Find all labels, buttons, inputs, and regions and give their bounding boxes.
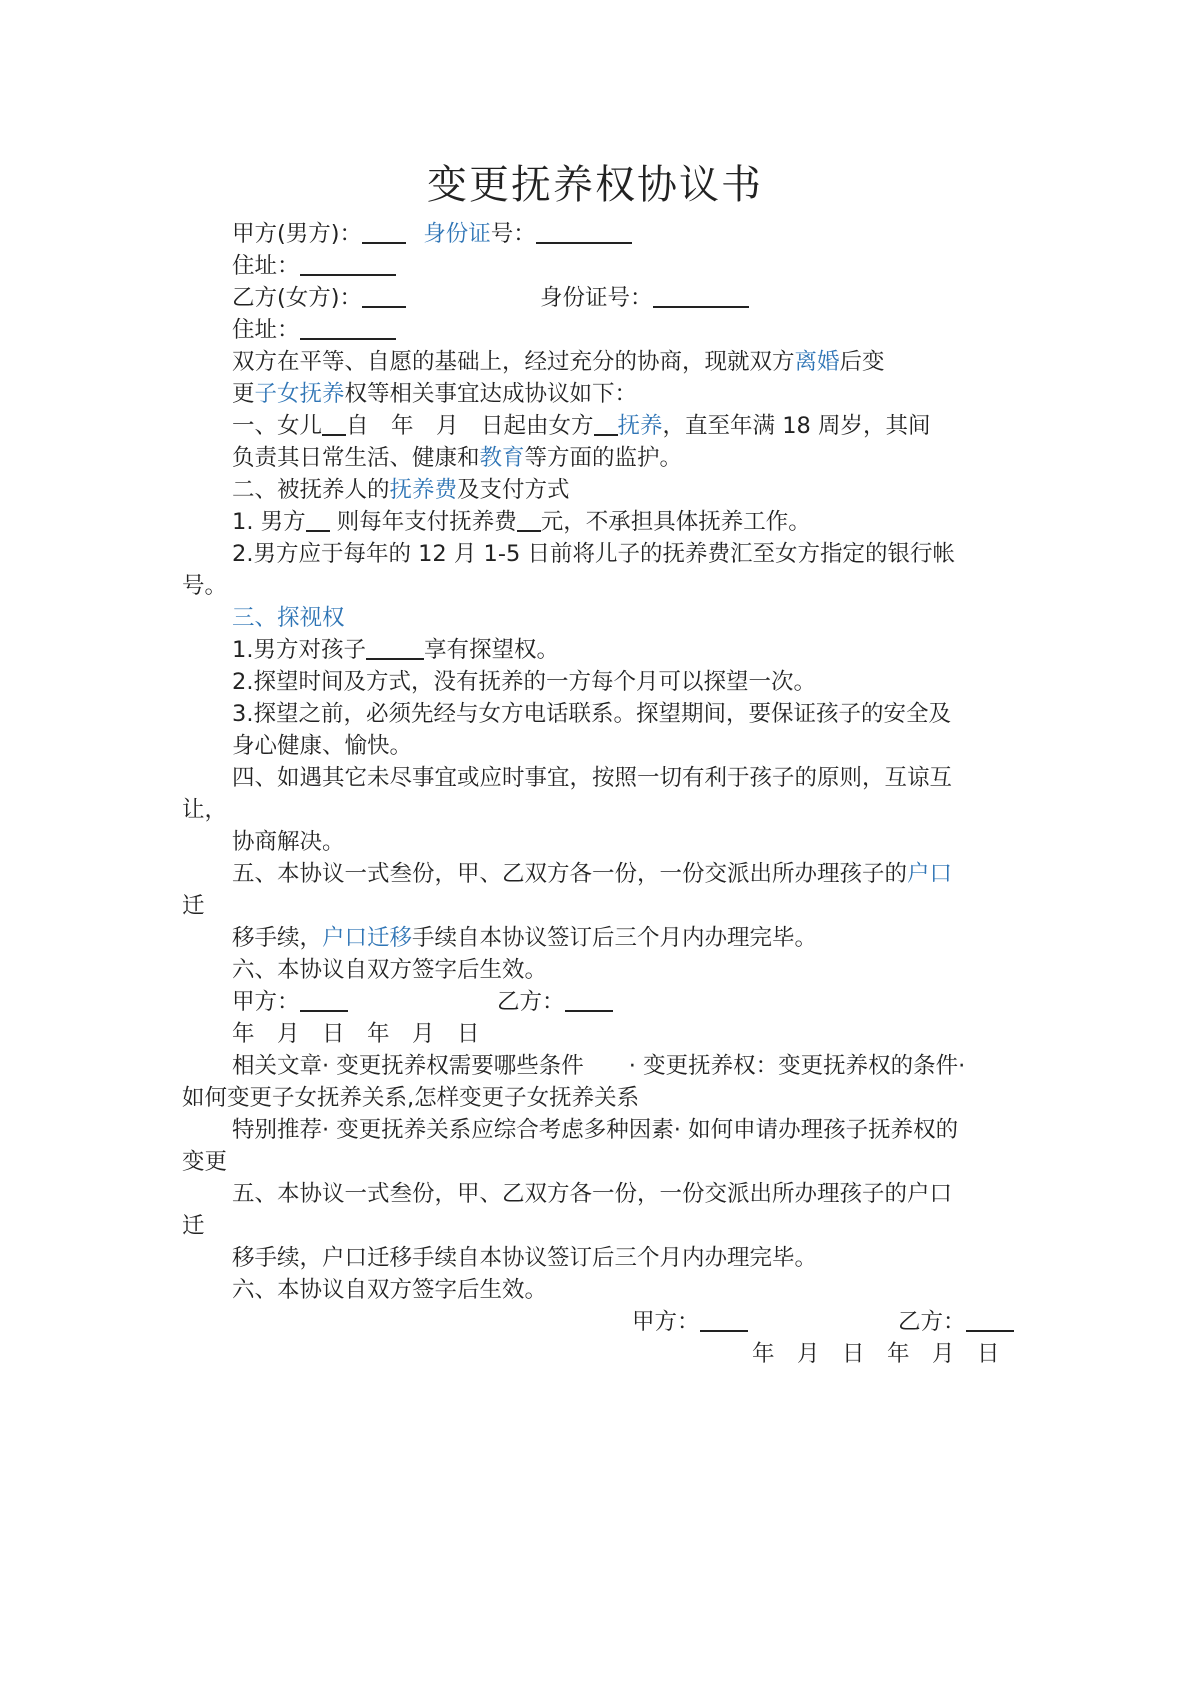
amount-blank bbox=[517, 508, 541, 532]
intro-line-2 bbox=[232, 379, 637, 409]
clause-5-repeat-line-2: 迁 bbox=[182, 1213, 205, 1239]
clause-3-item-3-cont: 身心健康、愉快。 bbox=[232, 733, 413, 759]
clause-2-item-2-cont: 号。 bbox=[182, 573, 228, 599]
recommended-line-1[interactable]: 特别推荐· 变更抚养关系应综合考虑多种因素· 如何申请办理孩子抚养权的 bbox=[232, 1117, 959, 1143]
party-b-id-label: 身份证号： bbox=[540, 285, 653, 311]
clause-2-item-2: 2.男方应于每年的 12 月 1-5 日前将儿子的抚养费汇至女方指定的银行帐 bbox=[232, 541, 955, 567]
clause-2-heading bbox=[232, 475, 570, 505]
sign2-b-blank bbox=[966, 1308, 1014, 1332]
clause-text: 二、被抚养人的 bbox=[232, 477, 390, 503]
document-title: 变更抚养权协议书 bbox=[427, 162, 763, 208]
intro-text: 双方在平等、自愿的基础上，经过充分的协商，现就双方 bbox=[232, 349, 795, 375]
party-b-id-line bbox=[540, 283, 749, 313]
sign-a-label: 甲方： bbox=[232, 989, 300, 1015]
clause-3-heading bbox=[232, 603, 345, 633]
clause-text: 元，不承担具体抚养工作。 bbox=[540, 509, 811, 535]
party-a-id-blank bbox=[536, 220, 632, 244]
clause-4-line-2: 让， bbox=[182, 797, 228, 823]
sign2-date-line: 年 月 日 年 月 日 bbox=[752, 1341, 1000, 1367]
divorce-link[interactable]: 离婚 bbox=[794, 349, 840, 375]
mother-blank bbox=[594, 412, 618, 436]
clause-text: 三、 bbox=[232, 605, 278, 631]
clause-text: 及支付方式 bbox=[457, 477, 570, 503]
household-transfer-link[interactable]: 户口迁移 bbox=[322, 925, 413, 951]
clause-text: 一、女儿 bbox=[232, 413, 323, 439]
clause-5-line-2: 迁 bbox=[182, 893, 205, 919]
clause-text: 享有探望权。 bbox=[423, 637, 559, 663]
household-registration-link[interactable]: 户口 bbox=[907, 861, 953, 887]
party-b-name-blank bbox=[362, 284, 406, 308]
sign-a-line bbox=[232, 987, 348, 1017]
clause-5-line-1 bbox=[232, 859, 952, 889]
intro-text: 权等相关事宜达成协议如下： bbox=[344, 381, 638, 407]
related-articles-line-2[interactable]: 如何变更子女抚养关系,怎样变更子女抚养关系 bbox=[182, 1085, 640, 1111]
clause-5-line-3 bbox=[232, 923, 817, 953]
sign2-a-label: 甲方： bbox=[632, 1309, 700, 1335]
daughter-blank bbox=[322, 412, 346, 436]
address-a-label: 住址： bbox=[232, 253, 300, 279]
sign2-b-line bbox=[898, 1307, 1014, 1337]
clause-3-item-1 bbox=[232, 635, 559, 665]
clause-5-repeat-line-1: 五、本协议一式叁份，甲、乙双方各一份，一份交派出所办理孩子的户口 bbox=[232, 1181, 953, 1207]
clause-1-line-1 bbox=[232, 411, 930, 441]
sign2-a-line bbox=[632, 1307, 748, 1337]
party-a-line bbox=[232, 219, 632, 249]
clause-text: 移手续， bbox=[232, 925, 323, 951]
clause-3-item-2: 2.探望时间及方式，没有抚养的一方每个月可以探望一次。 bbox=[232, 669, 816, 695]
sign-b-line bbox=[497, 987, 613, 1017]
clause-4-line-1: 四、如遇其它未尽事宜或应时事宜，按照一切有利于孩子的原则，互谅互 bbox=[232, 765, 953, 791]
clause-6: 六、本协议自双方签字后生效。 bbox=[232, 957, 548, 983]
address-a-blank bbox=[300, 252, 396, 276]
father-blank bbox=[306, 508, 330, 532]
clause-text: 1.男方对孩子 bbox=[232, 637, 366, 663]
intro-line-1 bbox=[232, 347, 885, 377]
support-fee-link[interactable]: 抚养费 bbox=[389, 477, 458, 503]
visitation-link[interactable]: 探视权 bbox=[277, 605, 345, 631]
clause-6-repeat: 六、本协议自双方签字后生效。 bbox=[232, 1277, 548, 1303]
clause-text: ，直至年满 18 周岁，其间 bbox=[662, 413, 931, 439]
clause-text: 等方面的监护。 bbox=[524, 445, 683, 471]
party-a-id-label: 号： bbox=[490, 221, 536, 247]
clause-4-line-3: 协商解决。 bbox=[232, 829, 345, 855]
sign2-b-label: 乙方： bbox=[898, 1309, 966, 1335]
address-b-line bbox=[232, 315, 396, 345]
clause-5-repeat-line-3: 移手续，户口迁移手续自本协议签订后三个月内办理完毕。 bbox=[232, 1245, 818, 1271]
clause-text: 五、本协议一式叁份，甲、乙双方各一份，一份交派出所办理孩子的 bbox=[232, 861, 908, 887]
clause-text: 自 年 月 日起由女方 bbox=[346, 413, 594, 439]
party-b-line bbox=[232, 283, 406, 313]
child-custody-link[interactable]: 子女抚养 bbox=[254, 381, 345, 407]
custody-link[interactable]: 抚养 bbox=[617, 413, 663, 439]
sign2-a-blank bbox=[700, 1308, 748, 1332]
sign-b-label: 乙方： bbox=[497, 989, 565, 1015]
sign-b-blank bbox=[565, 988, 613, 1012]
clause-text: 1. 男方 bbox=[232, 509, 306, 535]
party-a-label: 甲方(男方)： bbox=[232, 221, 363, 247]
recommended-line-2[interactable]: 变更 bbox=[182, 1149, 228, 1175]
party-b-label: 乙方(女方)： bbox=[232, 285, 363, 311]
clause-1-line-2 bbox=[232, 443, 682, 473]
address-a-line bbox=[232, 251, 396, 281]
related-articles-line-1[interactable]: 相关文章· 变更抚养权需要哪些条件 · 变更抚养权：变更抚养权的条件· bbox=[232, 1053, 966, 1079]
child-blank bbox=[366, 636, 424, 660]
education-link[interactable]: 教育 bbox=[479, 445, 525, 471]
intro-text: 后变 bbox=[839, 349, 885, 375]
address-b-label: 住址： bbox=[232, 317, 300, 343]
clause-text: 负责其日常生活、健康和 bbox=[232, 445, 480, 471]
sign-a-blank bbox=[300, 988, 348, 1012]
id-card-link[interactable]: 身份证 bbox=[423, 221, 491, 247]
clause-2-item-1 bbox=[232, 507, 811, 537]
clause-text: 手续自本协议签订后三个月内办理完毕。 bbox=[412, 925, 818, 951]
intro-text: 更 bbox=[232, 381, 255, 407]
sign-date-line: 年 月 日 年 月 日 bbox=[232, 1021, 480, 1047]
address-b-blank bbox=[300, 316, 396, 340]
party-a-name-blank bbox=[362, 220, 406, 244]
clause-text: 则每年支付抚养费 bbox=[329, 509, 517, 535]
party-b-id-blank bbox=[653, 284, 749, 308]
clause-3-item-3: 3.探望之前，必须先经与女方电话联系。探望期间，要保证孩子的安全及 bbox=[232, 701, 951, 727]
